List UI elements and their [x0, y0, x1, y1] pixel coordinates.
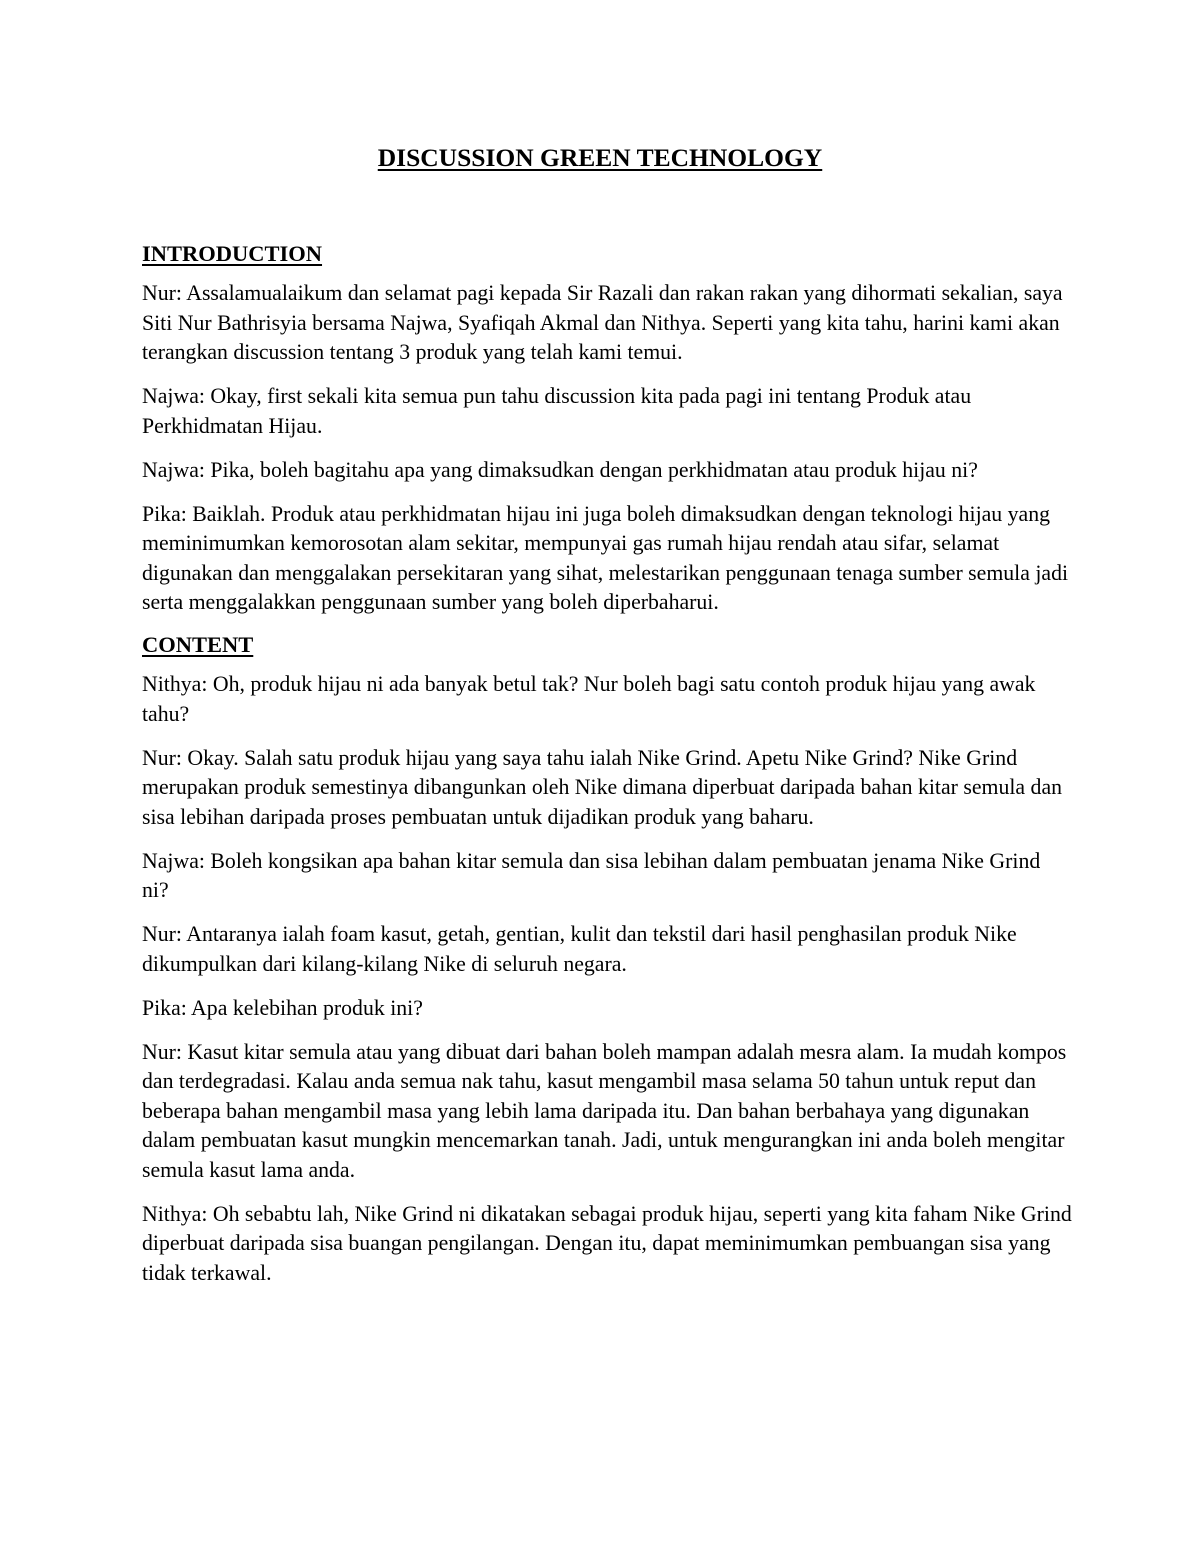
paragraph: Nur: Kasut kitar semula atau yang dibuat dari bahan boleh mampan adalah mesra alam. Ia mudah kompos dan terdegradasi. Kalau anda semua nak tahu, kasut mengambil masa selama 50 tahun untuk reput dan beberapa bahan mengambil masa yang lebih lama daripada itu. Dan bahan berbahaya yang digunakan dalam pembuatan kasut mungkin mencemarkan tanah. Jadi, untuk mengurangkan ini anda boleh mengitar semula kasut lama anda.: [142, 1039, 1067, 1182]
section-introduction: [142, 239, 1072, 618]
paragraph: Najwa: Okay, first sekali kita semua pun tahu discussion kita pada pagi ini tentang Produk atau Perkhidmatan Hijau.: [142, 384, 972, 438]
paragraph: Nur: Antaranya ialah foam kasut, getah, gentian, kulit dan tekstil dari hasil penghasilan produk Nike dikumpulkan dari kilang-kilang Nike di seluruh negara.: [142, 922, 1017, 976]
paragraph: Nur: Assalamualaikum dan selamat pagi kepada Sir Razali dan rakan rakan yang dihormati sekalian, saya Siti Nur Bathrisyia bersama Najwa, Syafiqah Akmal dan Nithya. Seperti yang kita tahu, harini kami akan terangkan discussion tentang 3 produk yang telah kami temui.: [142, 281, 1063, 364]
paragraph: Najwa: Boleh kongsikan apa bahan kitar semula dan sisa lebihan dalam pembuatan jenama Nike Grind ni?: [142, 848, 1041, 902]
document-body: [142, 239, 1072, 1303]
paragraph: Pika: Apa kelebihan produk ini?: [142, 995, 423, 1020]
section-content: [142, 630, 1072, 1288]
paragraph: Pika: Baiklah. Produk atau perkhidmatan hijau ini juga boleh dimaksudkan dengan teknologi hijau yang meminimumkan kemorosotan alam sekitar, mempunyai gas rumah hijau rendah atau sifar, selamat digunakan dan menggalakan persekitaran yang sihat, melestarikan penggunaan tenaga sumber semula jadi serta menggalakkan penggunaan sumber yang boleh diperbaharui.: [142, 501, 1069, 614]
document-title: DISCUSSION GREEN TECHNOLOGY: [377, 143, 823, 172]
section-heading-introduction: INTRODUCTION: [142, 241, 323, 266]
paragraph: Najwa: Pika, boleh bagitahu apa yang dimaksudkan dengan perkhidmatan atau produk hijau ni?: [142, 457, 978, 482]
paragraph: Nithya: Oh, produk hijau ni ada banyak betul tak? Nur boleh bagi satu contoh produk hijau yang awak tahu?: [142, 672, 1036, 726]
section-heading-content: CONTENT: [142, 632, 254, 657]
paragraph: Nur: Okay. Salah satu produk hijau yang saya tahu ialah Nike Grind. Apetu Nike Grind? Nike Grind merupakan produk semestinya dibangunkan oleh Nike dimana diperbuat daripada bahan kitar semula dan sisa lebihan daripada proses pembuatan untuk dijadikan produk yang baharu.: [142, 745, 1063, 829]
paragraph: Nithya: Oh sebabtu lah, Nike Grind ni dikatakan sebagai produk hijau, seperti yang kita faham Nike Grind diperbuat daripada sisa buangan pengilangan. Dengan itu, dapat meminimumkan pembuangan sisa yang tidak terkawal.: [142, 1201, 1072, 1285]
